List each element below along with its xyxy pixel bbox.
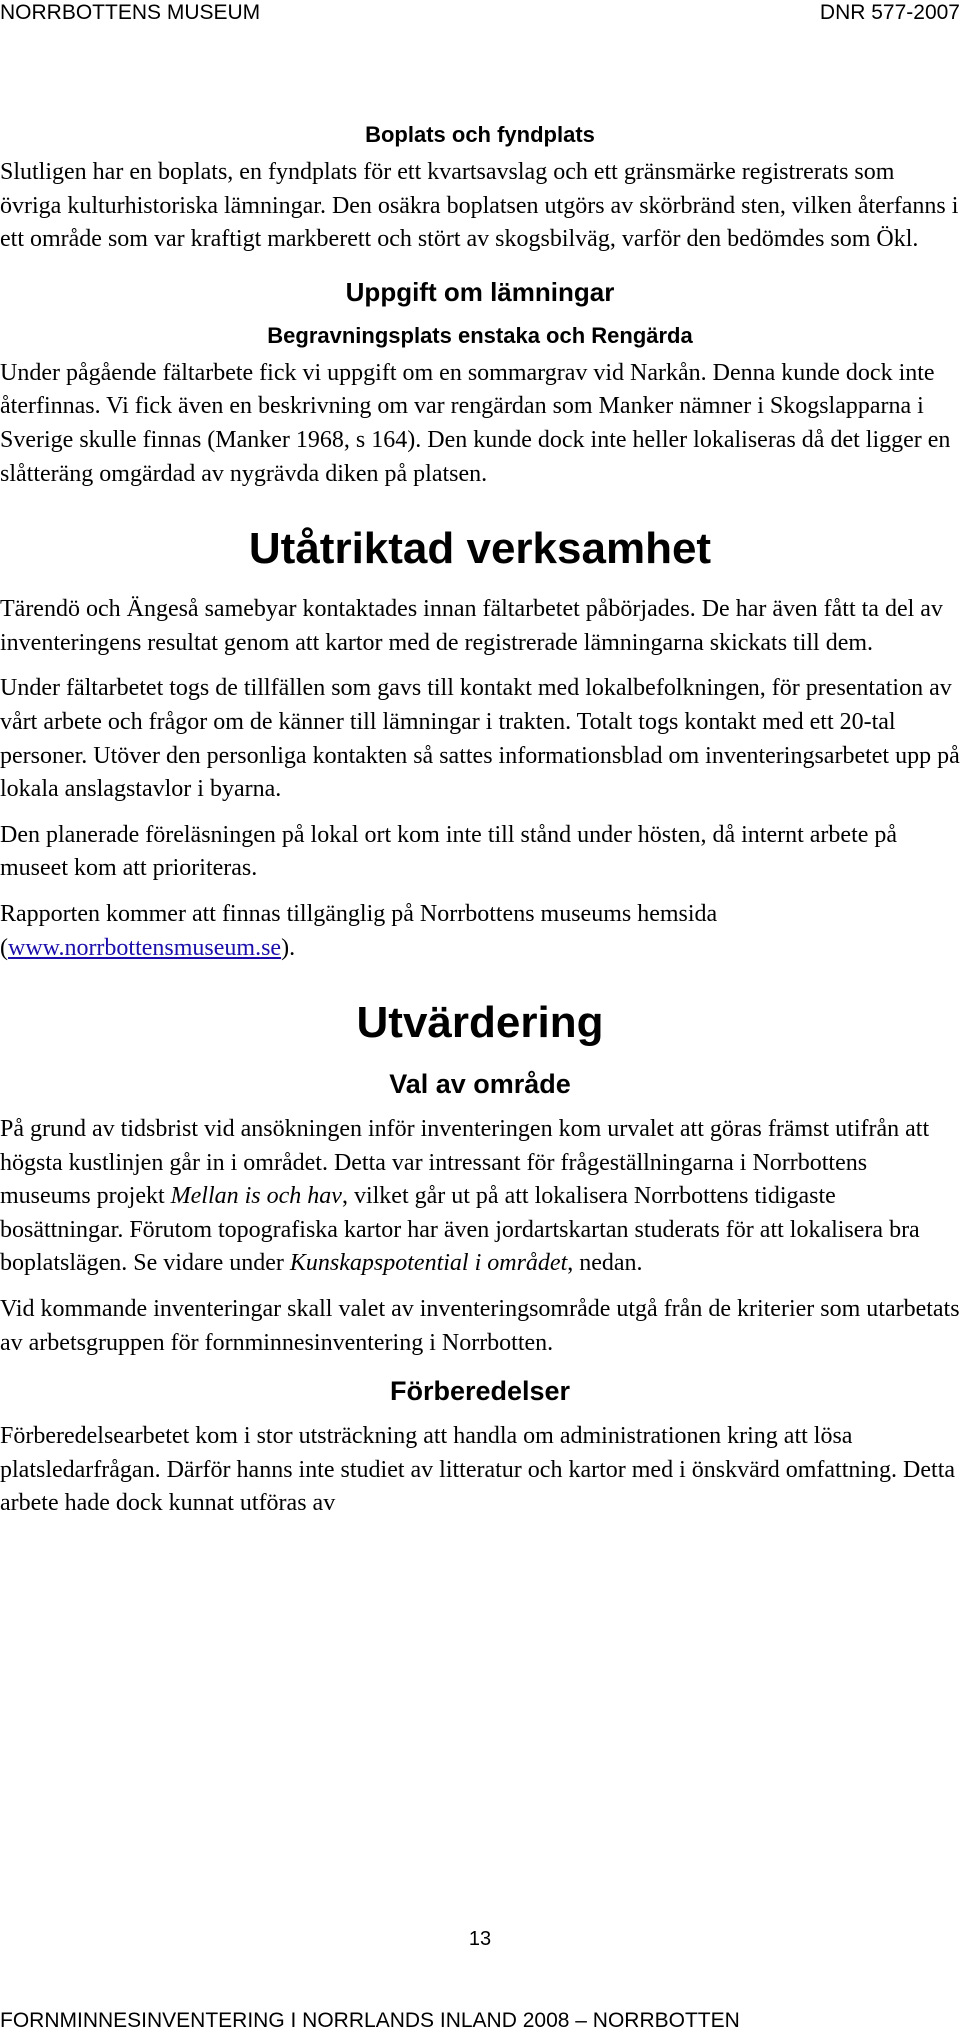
paragraph-val-2: Vid kommande inventeringar skall valet av inventeringsområde utgå från de kriterier som utarbetats av arbetsgruppen för fornminnesinventering i Norrbotten. [0,1296,960,1356]
header-museum-name: NORRBOTTENS MUSEUM [0,1,261,24]
section-reference-italic: Kunskapspotential i området [289,1250,568,1277]
heading-boplats: Boplats och fyndplats [365,122,595,147]
paragraph-uppgift: Under pågående fältarbete fick vi uppgift om en sommargrav vid Narkån. Denna kunde dock inte återfinnas. Vi fick även en beskrivning om var rengärdan som Manker nämner i Skogslapparna i Sverige skulle finnas (Manker 1968, s 164). Den kunde dock inte heller lokaliseras då det ligger en slåtteräng omgärdad av nygrävda diken på platsen. [0,359,951,487]
paragraph-utatriktad-1: Tärendö och Ängeså samebyar kontaktades innan fältarbetet påbörjades. De har även fått ta del av inventeringens resultat genom att kartor med de registrerade lämningarna skickats till dem. [0,596,943,656]
header-dnr: DNR 577-2007 [819,1,960,24]
heading-utvardering: Utvärdering [356,998,604,1048]
project-name-italic: Mellan is och hav [170,1183,342,1210]
heading-utatriktad: Utåtriktad verksamhet [248,524,712,574]
paragraph-boplats: Slutligen har en boplats, en fyndplats för ett kvartsavslag och ett gränsmärke registrerats som övriga kulturhistoriska lämningar. Den osäkra boplatsen utgörs av skörbränd sten, vilken återfanns i ett område som var kraftigt markberett och stört av skogsbilväg, varför den bedömdes som Ökl. [0,159,959,253]
paragraph-utatriktad-4 [0,898,960,965]
paragraph-utatriktad-2: Under fältarbetet togs de tillfällen som gavs till kontakt med lokalbefolkningen, för presentation av vårt arbete och frågor om de känner till lämningar i trakten. Totalt togs kontakt med ett 20-tal personer. Utöver den personliga kontakten så sattes informationsblad om inventeringsarbetet upp på lokala anslagstavlor i byarna. [0,675,960,803]
paragraph-forberedelser: Förberedelsearbetet kom i stor utsträckning att handla om administrationen kring att lösa platsledarfrågan. Därför hanns inte studiet av litteratur och kartor med i önskvärd omfattning. Detta arbete hade dock kunnat utföras av [0,1423,956,1517]
museum-website-link[interactable]: www.norrbottensmuseum.se [8,934,282,961]
subheading-begravningsplats: Begravningsplats enstaka och Rengärda [267,322,693,348]
page-number: 13 [468,1928,492,1950]
val-text-a: På grund av tidsbrist vid ansökningen inför inventeringen kom urvalet att göras främst utifrån att högsta kustlinjen går in i området. Detta var intressant för frågeställningarna i Norrbottens museums projekt [0,1116,930,1210]
page-content [0,120,960,1533]
text-after-link: ). [281,934,296,961]
paragraph-val-1 [0,1113,960,1281]
paragraph-utatriktad-3: Den planerade föreläsningen på lokal ort kom inte till stånd under hösten, då internt arbete på museet kom att prioriteras. [0,821,898,882]
val-text-b: , vilket går ut på att lokalisera Norrbottens tidigaste bosättningar. Förutom topografiska kartor har även jordartskartan studerats för att lokalisera bra boplatslägen. Se vidare under [0,1183,920,1277]
heading-uppgift: Uppgift om lämningar [345,276,615,307]
val-text-c: , nedan. [567,1250,643,1277]
heading-forberedelser: Förberedelser [389,1376,571,1407]
heading-val-av-omrade: Val av område [389,1069,571,1100]
running-footer: FORNMINNESINVENTERING I NORRLANDS INLAND 2008 – NORRBOTTEN [0,2009,740,2032]
running-header [0,0,960,30]
text-before-link: Rapporten kommer att finnas tillgänglig på Norrbottens museums hemsida ( [0,900,718,961]
